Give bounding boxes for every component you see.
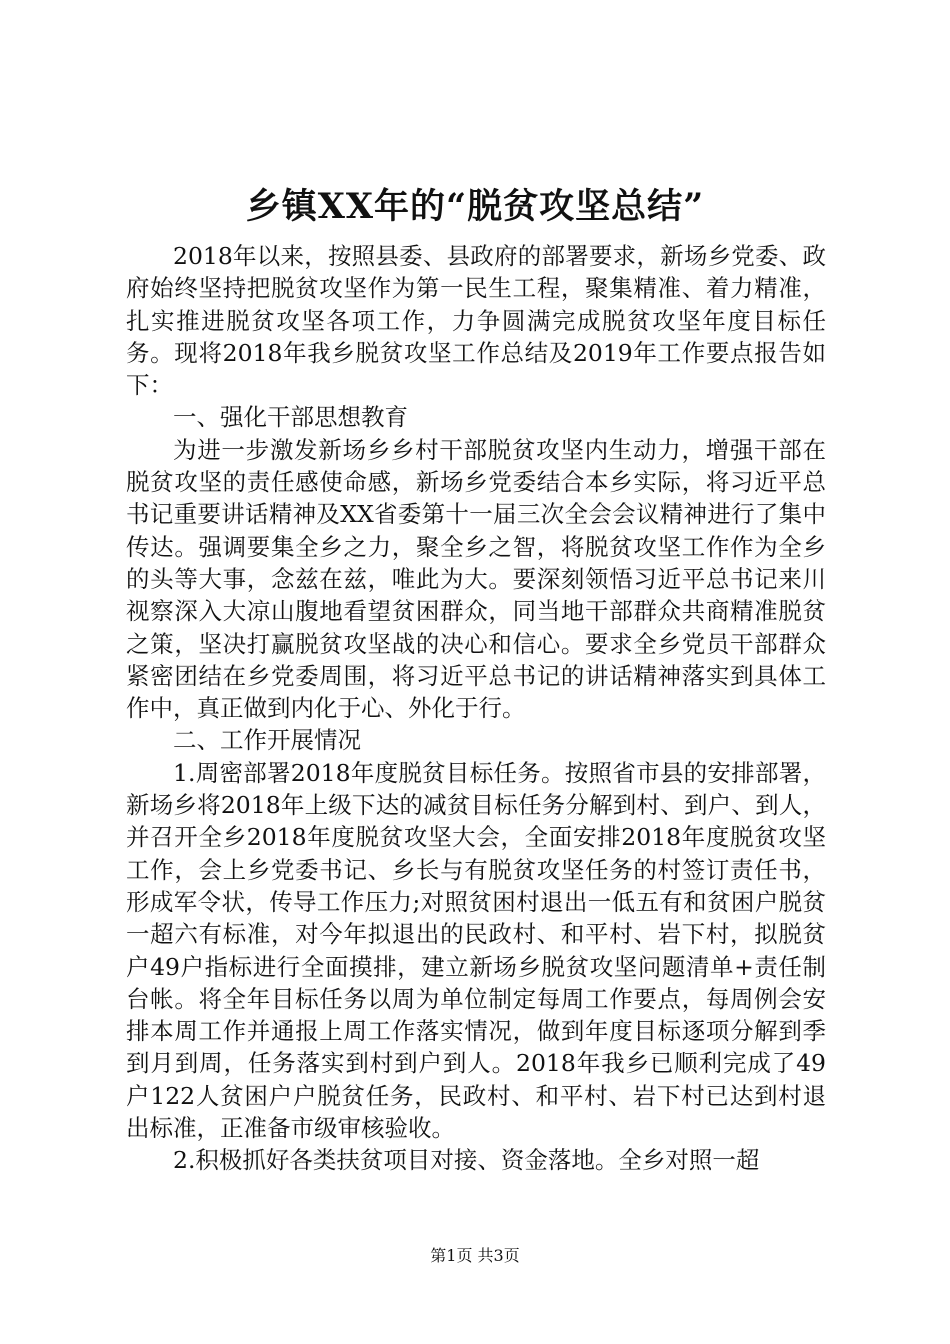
section-2-item-1-paragraph: 1.周密部署2018年度脱贫目标任务。按照省市县的安排部署，新场乡将2018年上级下达的减贫目标任务分解到村、到户、到人，并召开全乡2018年度脱贫攻坚大会，全面安排2018年度脱贫攻坚工作，会上乡党委书记、乡长与有脱贫攻坚任务的村签订责任书，形成军令状，传导工作压力;对照贫困村退出一低五有和贫困户脱贫一超六有标准，对今年拟退出的民政村、和平村、岩下村，拟脱贫户49户指标进行全面摸排，建立新场乡脱贫攻坚问题清单+责任制台帐。将全年目标任务以周为单位制定每周工作要点，每周例会安排本周工作并通报上周工作落实情况，做到年度目标逐项分解到季到月到周，任务落实到村到户到人。2018年我乡已顺利完成了49户122人贫困户户脱贫任务，民政村、和平村、岩下村已达到村退出标准，正准备市级审核验收。	[126, 758, 826, 1143]
document-body	[126, 240, 826, 1177]
intro-paragraph: 2018年以来，按照县委、县政府的部署要求，新场乡党委、政府始终坚持把脱贫攻坚作为第一民生工程，聚集精准、着力精准，扎实推进脱贫攻坚各项工作，力争圆满完成脱贫攻坚年度目标任务。现将2018年我乡脱贫攻坚工作总结及2019年工作要点报告如下：	[126, 242, 826, 400]
section-heading-1: 一、强化干部思想教育	[173, 403, 408, 432]
section-heading-2: 二、工作开展情况	[173, 726, 361, 755]
section-1-paragraph: 为进一步激发新场乡乡村干部脱贫攻坚内生动力，增强干部在脱贫攻坚的责任感使命感，新场乡党委结合本乡实际，将习近平总书记重要讲话精神及XX省委第十一届三次全会会议精神进行了集中传达。强调要集全乡之力，聚全乡之智，将脱贫攻坚工作作为全乡的头等大事，念兹在兹，唯此为大。要深刻领悟习近平总书记来川视察深入大凉山腹地看望贫困群众，同当地干部群众共商精准脱贫之策，坚决打赢脱贫攻坚战的决心和信心。要求全乡党员干部群众紧密团结在乡党委周围，将习近平总书记的讲话精神落实到具体工作中，真正做到内化于心、外化于行。	[126, 435, 826, 723]
section-2-item-2-paragraph: 2.积极抓好各类扶贫项目对接、资金落地。全乡对照一超	[173, 1146, 760, 1175]
document-title: 乡镇XX年的“脱贫攻坚总结”	[245, 186, 705, 227]
page-number-footer: 第1页 共3页	[430, 1246, 520, 1265]
